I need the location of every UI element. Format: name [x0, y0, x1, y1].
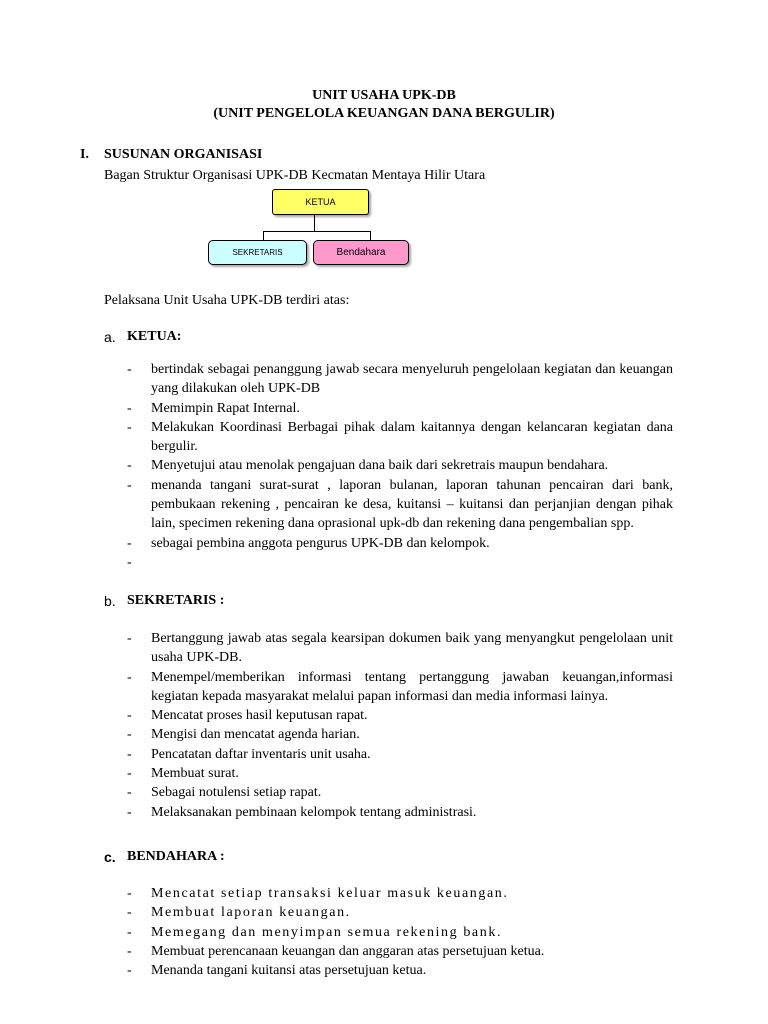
document-subtitle: (UNIT PENGELOLA KEUANGAN DANA BERGULIR) [213, 106, 555, 121]
org-chart-caption: Bagan Struktur Organisasi UPK-DB Kecmatan Mentaya Hilir Utara [104, 168, 486, 183]
list-item [127, 456, 673, 475]
list-item [127, 629, 673, 668]
list-item [127, 745, 673, 764]
section-heading: SUSUNAN ORGANISASI [104, 147, 263, 162]
list-item-text: bertindak sebagai penanggung jawab secara menyeluruh pengelolaan kegiatan dan keuangan yang dilakukan oleh UPK-DB [151, 362, 673, 397]
list-item [127, 764, 673, 783]
list-item-text: sebagai pembina anggota pengurus UPK-DB dan kelompok. [151, 535, 490, 551]
bendahara-heading: BENDAHARA : [127, 849, 225, 864]
ketua-list [127, 360, 673, 572]
list-item [127, 476, 673, 534]
list-item [127, 534, 673, 553]
sekretaris-list [127, 629, 673, 822]
list-item-text: Menempel/memberikan informasi tentang pertanggung jawaban keuangan,informasi kegiatan kepada masyarakat melalui papan informasi dan media informasi lainya. [151, 669, 673, 704]
sekretaris-heading: SEKRETARIS : [127, 593, 225, 608]
list-item-text: Melaksanakan pembinaan kelompok tentang administrasi. [151, 804, 477, 820]
bendahara-list [127, 884, 673, 980]
bullet-dash: - [127, 669, 132, 685]
bullet-dash: - [127, 362, 132, 377]
list-item [127, 399, 673, 418]
org-box-sekretaris [208, 240, 307, 265]
list-item-text: Melakukan Koordinasi Berbagai pihak dalam kaitannya dengan kelancaran kegiatan dana bergulir. [151, 419, 673, 455]
org-connector-horizontal [263, 231, 371, 232]
bullet-dash: - [127, 400, 132, 416]
list-item-text: Sebagai notulensi setiap rapat. [151, 785, 322, 801]
list-item [127, 803, 673, 822]
bullet-dash: - [127, 727, 132, 743]
bullet-dash: - [127, 924, 132, 940]
org-connector-left [263, 231, 264, 240]
list-item-text: Mencatat setiap transaksi keluar masuk keuangan. [151, 886, 509, 901]
bullet-dash: - [127, 785, 132, 801]
list-item [127, 725, 673, 744]
bullet-dash: - [127, 708, 132, 724]
org-connector-right [370, 231, 371, 240]
list-item [127, 553, 673, 572]
bullet-dash: - [127, 631, 132, 646]
org-box-sekretaris-label: SEKRETARIS [232, 248, 283, 257]
list-item [127, 360, 673, 399]
bullet-dash: - [127, 535, 132, 551]
section-number: I. [80, 147, 89, 162]
org-box-bendahara [313, 240, 409, 265]
list-item [127, 418, 673, 457]
list-item-text: Mencatat proses hasil keputusan rapat. [151, 708, 368, 724]
bullet-dash: - [127, 963, 132, 979]
list-item-text: Pencatatan daftar inventaris unit usaha. [151, 746, 371, 762]
org-box-ketua-label: KETUA [305, 197, 336, 207]
list-item [127, 706, 673, 725]
list-item-text: menanda tangani surat-surat , laporan bulanan, laporan tahunan pencairan dari bank, pembukaan rekening , pencairan ke desa, kuitansi – kuitansi dan perjanjian dengan pihak lain, specimen rekening dana oprasional upk-db dan rekening dana pengembalian spp. [151, 477, 673, 532]
bullet-dash: - [127, 905, 132, 921]
ketua-marker: a. [104, 329, 116, 345]
list-item-text: Membuat surat. [151, 766, 239, 782]
list-item [127, 884, 673, 903]
list-item-text: Membuat laporan keuangan. [151, 905, 351, 921]
org-connector-vertical [314, 215, 315, 231]
list-item [127, 923, 673, 942]
list-item [127, 783, 673, 802]
list-item [127, 942, 673, 961]
document-title: UNIT USAHA UPK-DB [312, 88, 456, 103]
org-box-ketua [272, 189, 369, 215]
bullet-dash: - [127, 477, 132, 493]
list-item-text: Memegang dan menyimpan semua rekening bank. [151, 924, 503, 940]
bullet-dash: - [127, 766, 132, 782]
org-box-bendahara-label: Bendahara [336, 247, 386, 258]
list-item-text: Memimpin Rapat Internal. [151, 400, 300, 416]
bullet-dash: - [127, 554, 132, 570]
bullet-dash: - [127, 458, 132, 474]
list-item [127, 903, 673, 922]
list-item-text: Membuat perencanaan keuangan dan anggaran atas persetujuan ketua. [151, 943, 545, 959]
list-item [127, 668, 673, 707]
sekretaris-marker: b. [104, 593, 116, 609]
intro-text: Pelaksana Unit Usaha UPK-DB terdiri atas: [104, 293, 350, 308]
list-item [127, 961, 673, 980]
bullet-dash: - [127, 886, 132, 901]
bendahara-marker: c. [104, 849, 116, 865]
list-item-text [151, 553, 673, 572]
bullet-dash: - [127, 419, 132, 435]
list-item-text: Menyetujui atau menolak pengajuan dana baik dari sekretrais maupun bendahara. [151, 458, 609, 474]
bullet-dash: - [127, 804, 132, 820]
bullet-dash: - [127, 746, 132, 762]
list-item-text: Bertanggung jawab atas segala kearsipan dokumen baik yang menyangkut pengelolaan unit usaha UPK-DB. [151, 631, 673, 666]
list-item-text: Mengisi dan mencatat agenda harian. [151, 727, 360, 743]
ketua-heading: KETUA: [127, 329, 182, 344]
bullet-dash: - [127, 943, 132, 959]
list-item-text: Menanda tangani kuitansi atas persetujuan ketua. [151, 963, 427, 979]
